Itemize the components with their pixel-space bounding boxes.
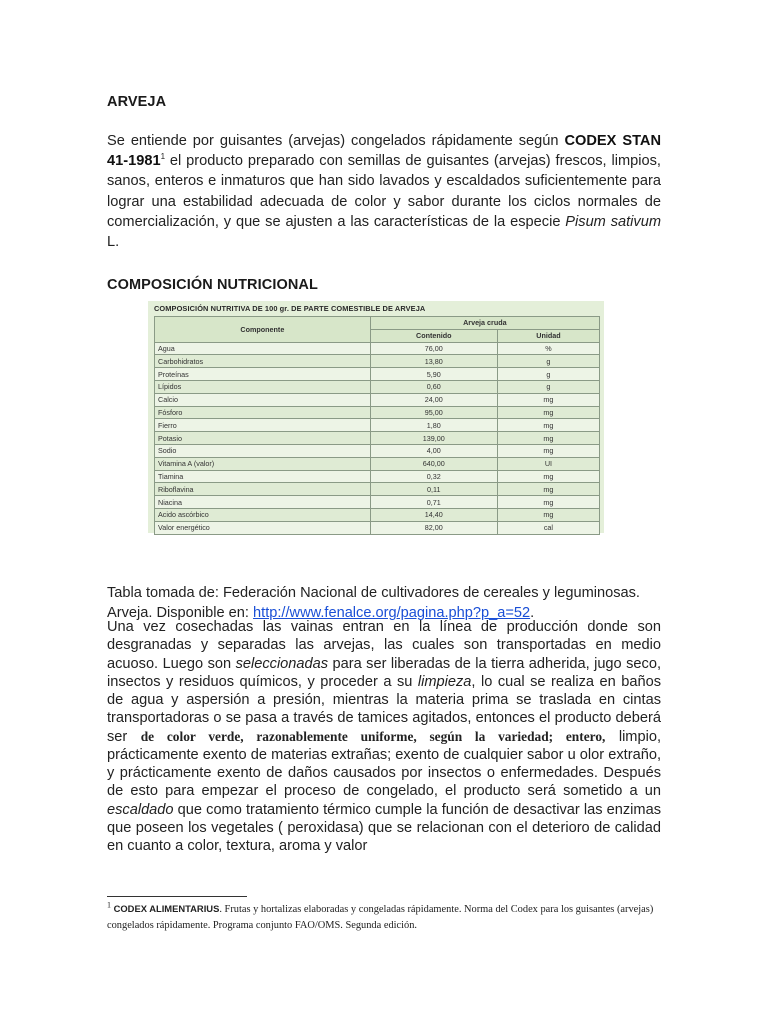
table-row <box>155 368 600 381</box>
source-link[interactable]: http://www.fenalce.org/pagina.php?p_a=52 <box>253 605 531 622</box>
footnote <box>107 901 661 934</box>
footnote-separator <box>107 896 247 897</box>
footnote-bold: CODEX ALIMENTARIUS <box>111 903 220 914</box>
cell-component: Fósforo <box>155 406 371 419</box>
source-suffix: . <box>530 605 535 622</box>
table-title: COMPOSICIÓN NUTRITIVA DE 100 gr. DE PARTE COMESTIBLE DE ARVEJA <box>154 304 426 313</box>
cell-content: 0,60 <box>370 380 497 393</box>
cell-content: 13,80 <box>370 355 497 368</box>
body-text-4: limpio, prácticamente exento de materias extrañas; exento de cualquier sabor u olor extraño, y prácticamente exento de daños causados por insectos o enfermedades. Después de esto para empezar el proceso de congelado, el producto será sometido a un <box>107 728 661 800</box>
table-body <box>155 342 600 534</box>
intro-text-3: L. <box>107 234 120 251</box>
table-row <box>155 355 600 368</box>
cell-component: Fierro <box>155 419 371 432</box>
cell-content: 1,80 <box>370 419 497 432</box>
cell-unit: mg <box>497 470 599 483</box>
intro-text-2: el producto preparado con semillas de guisantes (arvejas) frescos, limpios, sanos, enteros e inmaturos que han sido lavados y escaldados suficientemente para lograr una estabilidad adecuada de color y sabor durante los ciclos normales de comercialización, y que se ajusten a las características de la especie <box>107 153 661 230</box>
table-row <box>155 483 600 496</box>
table-row <box>155 393 600 406</box>
cell-content: 24,00 <box>370 393 497 406</box>
body-text-5: que como tratamiento térmico cumple la función de desactivar las enzimas que poseen los vegetales ( peroxidasa) que se relacionan con el deterioro de calidad en cuanto a color, textura, aroma y valor <box>107 801 661 854</box>
cell-component: Valor energético <box>155 521 371 534</box>
body-italic-seleccionadas: seleccionadas <box>235 655 329 672</box>
table-row <box>155 342 600 355</box>
cell-component: Potasio <box>155 432 371 445</box>
header-group: Arveja cruda <box>370 317 599 330</box>
cell-component: Vitamina A (valor) <box>155 457 371 470</box>
header-unit: Unidad <box>497 329 599 342</box>
cell-component: Sodio <box>155 444 371 457</box>
cell-content: 76,00 <box>370 342 497 355</box>
table-row <box>155 406 600 419</box>
table-row <box>155 521 600 534</box>
cell-content: 4,00 <box>370 444 497 457</box>
table-row <box>155 496 600 509</box>
cell-unit: g <box>497 355 599 368</box>
footnote-number: 1 <box>107 900 111 910</box>
header-content: Contenido <box>370 329 497 342</box>
cell-unit: UI <box>497 457 599 470</box>
cell-unit: mg <box>497 419 599 432</box>
intro-paragraph <box>107 131 661 252</box>
table-row <box>155 444 600 457</box>
body-text-3: , lo cual se realiza en baños de agua y aspersión a presión, mientras la materia prima se traslada en cintas transportadoras o se pasa a través de tamices agitados, entonces el producto deberá ser <box>107 673 661 745</box>
table-row <box>155 432 600 445</box>
cell-component: Niacina <box>155 496 371 509</box>
footnote-marker[interactable]: 1 <box>160 152 166 162</box>
cell-content: 14,40 <box>370 508 497 521</box>
codex-reference: CODEX STAN 41-1981 <box>107 133 661 170</box>
cell-content: 139,00 <box>370 432 497 445</box>
table-row <box>155 457 600 470</box>
cell-component: Acido ascórbico <box>155 508 371 521</box>
species-name: Pisum sativum <box>565 213 661 230</box>
cell-unit: mg <box>497 496 599 509</box>
cell-content: 0,32 <box>370 470 497 483</box>
cell-content: 5,90 <box>370 368 497 381</box>
intro-text-1: Se entiende por guisantes (arvejas) congelados rápidamente según <box>107 133 565 149</box>
body-text-2: para ser liberadas de la tierra adherida, jugo seco, insectos y residuos químicos, y proceder a su <box>107 655 661 690</box>
table-row <box>155 380 600 393</box>
cell-component: Carbohidratos <box>155 355 371 368</box>
section-title: COMPOSICIÓN NUTRICIONAL <box>107 277 318 293</box>
cell-component: Agua <box>155 342 371 355</box>
cell-unit: % <box>497 342 599 355</box>
cell-unit: mg <box>497 508 599 521</box>
table-row <box>155 470 600 483</box>
cell-unit: mg <box>497 444 599 457</box>
source-prefix: Arveja. Disponible en: <box>107 605 254 622</box>
cell-unit: mg <box>497 483 599 496</box>
body-text-1: Una vez cosechadas las vainas entran en la línea de producción donde son desgranadas y separadas las arvejas, las cuales son transportadas en medio acuoso. Luego son <box>107 619 661 672</box>
cell-content: 95,00 <box>370 406 497 419</box>
body-italic-limpieza: limpieza <box>417 673 472 690</box>
cell-unit: mg <box>497 406 599 419</box>
cell-component: Lípidos <box>155 380 371 393</box>
table-row <box>155 419 600 432</box>
cell-unit: g <box>497 368 599 381</box>
cell-content: 0,11 <box>370 483 497 496</box>
body-paragraph <box>107 618 661 855</box>
cell-component: Proteínas <box>155 368 371 381</box>
footnote-text: . Frutas y hortalizas elaboradas y congeladas rápidamente. Norma del Codex para los guisantes (arvejas) congelados rápidamente. Programa conjunto FAO/OMS. Segunda edición. <box>107 904 654 931</box>
body-bold-requirements: de color verde, razonablemente uniforme, según la variedad; entero, <box>140 728 606 744</box>
cell-unit: cal <box>497 521 599 534</box>
cell-content: 82,00 <box>370 521 497 534</box>
page-heading: ARVEJA <box>107 94 167 110</box>
cell-component: Tiamina <box>155 470 371 483</box>
cell-content: 0,71 <box>370 496 497 509</box>
table-row <box>155 508 600 521</box>
cell-component: Riboflavina <box>155 483 371 496</box>
nutrition-table-image <box>148 301 604 533</box>
cell-unit: mg <box>497 393 599 406</box>
cell-unit: g <box>497 380 599 393</box>
nutrition-table <box>154 316 600 535</box>
body-italic-escaldado: escaldado <box>107 801 174 818</box>
cell-component: Calcio <box>155 393 371 406</box>
header-component: Componente <box>155 317 371 343</box>
cell-unit: mg <box>497 432 599 445</box>
source-line-1: Tabla tomada de: Federación Nacional de cultivadores de cereales y leguminosas. <box>107 585 640 601</box>
cell-content: 640,00 <box>370 457 497 470</box>
